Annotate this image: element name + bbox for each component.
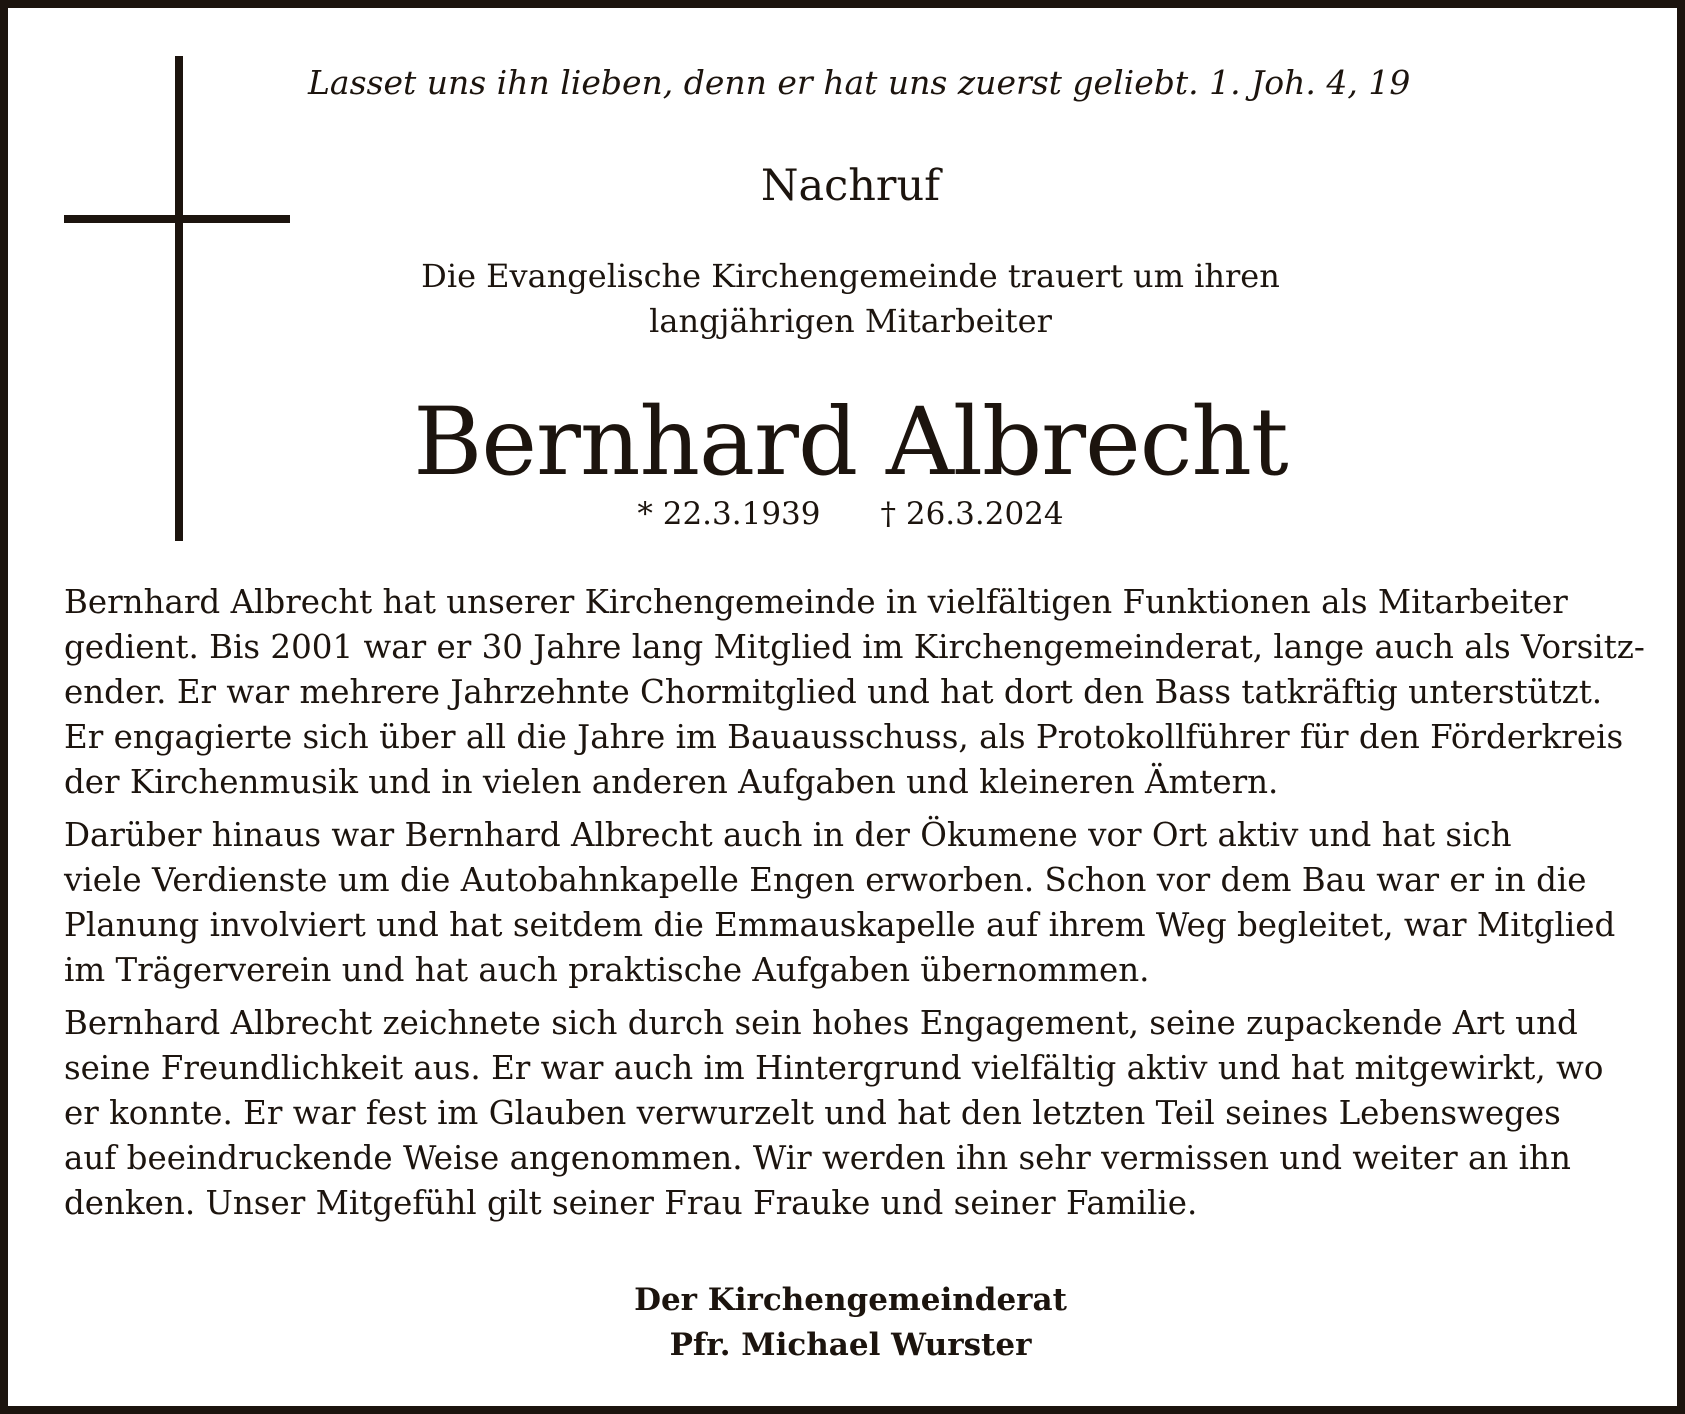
text-line: Bernhard Albrecht zeichnete sich durch sein hohes Engagement, seine zupackende Art und [64, 1004, 1578, 1042]
text-line: denken. Unser Mitgefühl gilt seiner Frau Frauke und seiner Familie. [64, 1184, 1198, 1222]
text-line: Planung involviert und hat seitdem die Emmauskapelle auf ihrem Weg begleitet, war Mitglied [64, 906, 1616, 944]
paragraph [64, 1001, 1654, 1226]
text-line: Bernhard Albrecht hat unserer Kirchengemeinde in vielfältigen Funktionen als Mitarbeiter [64, 583, 1568, 621]
text-line: im Trägerverein und hat auch praktische Aufgaben übernommen. [64, 951, 1150, 989]
signature [308, 1278, 1393, 1368]
heading-nachruf: Nachruf [760, 161, 941, 211]
text-line: gedient. Bis 2001 war er 30 Jahre lang Mitglied im Kirchengemeinderat, lange auch als Vorsitz- [64, 628, 1645, 666]
life-dates [308, 493, 1393, 535]
text-line: viele Verdienste um die Autobahnkapelle Engen erworben. Schon vor dem Bau war er in die [64, 861, 1587, 899]
text-line: auf beeindruckende Weise angenommen. Wir werden ihn sehr vermissen und weiter an ihn [64, 1139, 1571, 1177]
death-date: † 26.3.2024 [880, 496, 1064, 532]
intro-line: langjährigen Mitarbeiter [649, 302, 1052, 340]
cross-icon-crossbar [64, 215, 290, 223]
text-line: seine Freundlichkeit aus. Er war auch im Hintergrund vielfältig aktiv und hat mitgewirkt, wo [64, 1049, 1604, 1087]
intro-text [308, 254, 1393, 344]
bible-verse: Lasset uns ihn lieben, denn er hat uns zuerst geliebt. 1. Joh. 4, 19 [308, 63, 1411, 102]
signature-line: Pfr. Michael Wurster [669, 1327, 1032, 1363]
cross-icon [175, 56, 183, 541]
paragraph [64, 813, 1654, 993]
text-line: Er engagierte sich über all die Jahre im Bauausschuss, als Protokollführer für den Förderkreis [64, 718, 1624, 756]
obituary-body [64, 580, 1654, 1234]
text-line: der Kirchenmusik und in vielen anderen Aufgaben und kleineren Ämtern. [64, 763, 1279, 801]
signature-line: Der Kirchengemeinderat [634, 1282, 1067, 1318]
text-line: Darüber hinaus war Bernhard Albrecht auch in der Ökumene vor Ort aktiv und hat sich [64, 816, 1512, 854]
text-line: ender. Er war mehrere Jahrzehnte Chormitglied und hat dort den Bass tatkräftig unterstützt. [64, 673, 1603, 711]
intro-line: Die Evangelische Kirchengemeinde trauert um ihren [421, 257, 1280, 295]
deceased-name: Bernhard Albrecht [413, 388, 1288, 497]
paragraph [64, 580, 1654, 805]
text-line: er konnte. Er war fest im Glauben verwurzelt und hat den letzten Teil seines Lebensweges [64, 1094, 1561, 1132]
birth-date: * 22.3.1939 [637, 496, 821, 532]
